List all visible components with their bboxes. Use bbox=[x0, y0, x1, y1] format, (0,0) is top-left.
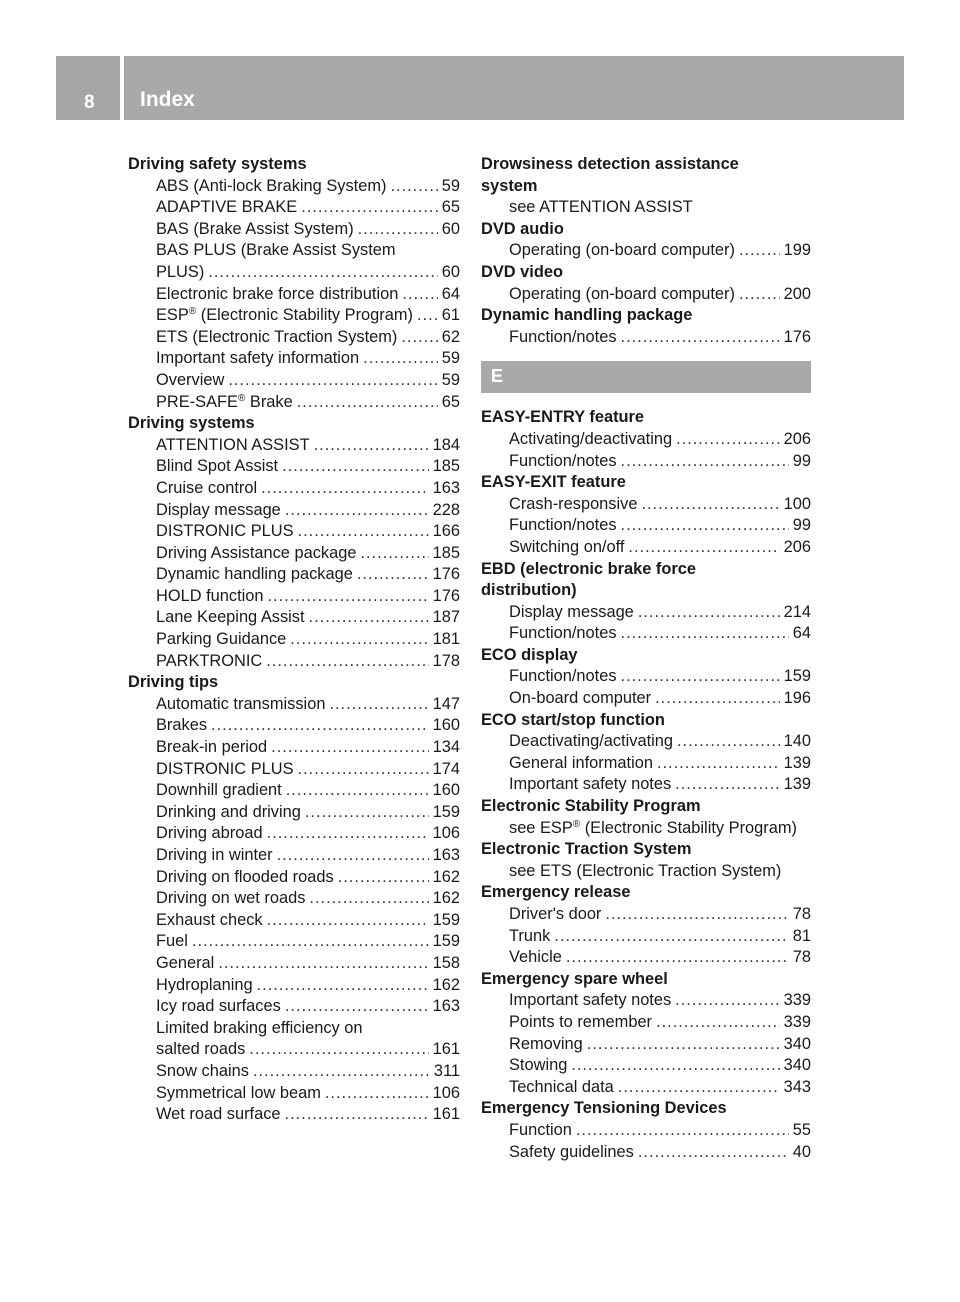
index-entry: Exhaust check ..... 159 bbox=[128, 910, 460, 932]
index-entry: On-board computer ..... 196 bbox=[481, 688, 811, 710]
index-entry: Activating/deactivating ..... 206 bbox=[481, 429, 811, 451]
index-entry: Display message ..... 228 bbox=[128, 500, 460, 522]
index-entry: Function/notes ..... 99 bbox=[481, 451, 811, 473]
index-entry: Function/notes ..... 64 bbox=[481, 623, 811, 645]
index-column-left bbox=[128, 154, 460, 1126]
index-heading: Emergency Tensioning Devices bbox=[481, 1099, 727, 1118]
index-entry: Function/notes ..... 159 bbox=[481, 666, 811, 688]
page-title: Index bbox=[140, 88, 195, 111]
index-entry: Snow chains ..... 311 bbox=[128, 1061, 460, 1083]
index-entry: Overview ..... 59 bbox=[128, 370, 460, 392]
index-entry: Important safety notes ..... 139 bbox=[481, 774, 811, 796]
index-entry: Deactivating/activating ..... 140 bbox=[481, 731, 811, 753]
index-entry: Downhill gradient ..... 160 bbox=[128, 780, 460, 802]
index-heading: Emergency spare wheel bbox=[481, 969, 668, 988]
index-entry: Drinking and driving ..... 159 bbox=[128, 802, 460, 824]
index-entry: Removing ..... 340 bbox=[481, 1034, 811, 1056]
index-entry: Function ..... 55 bbox=[481, 1120, 811, 1142]
index-entry: ADAPTIVE BRAKE ..... 65 bbox=[128, 197, 460, 219]
index-heading: EASY-EXIT feature bbox=[481, 473, 626, 492]
index-entry: PLUS) ..... 60 bbox=[128, 262, 460, 284]
index-heading: EBD (electronic brake force bbox=[481, 559, 696, 578]
index-heading: Driving systems bbox=[128, 414, 255, 433]
index-entry: Automatic transmission ..... 147 bbox=[128, 694, 460, 716]
section-letter-bar bbox=[481, 361, 811, 393]
index-heading-continued: system bbox=[481, 176, 538, 195]
index-entry: DISTRONIC PLUS ..... 174 bbox=[128, 759, 460, 781]
index-see-reference: see ESP® (Electronic Stability Program) bbox=[509, 818, 797, 837]
index-entry-continued: Limited braking efficiency on bbox=[156, 1018, 363, 1037]
index-entry: HOLD function ..... 176 bbox=[128, 586, 460, 608]
index-heading: DVD audio bbox=[481, 219, 564, 238]
index-see-reference: see ETS (Electronic Traction System) bbox=[509, 861, 782, 880]
index-entry: salted roads ..... 161 bbox=[128, 1039, 460, 1061]
index-entry: Dynamic handling package ..... 176 bbox=[128, 564, 460, 586]
page-number-box bbox=[56, 56, 124, 120]
index-entry: BAS (Brake Assist System) ..... 60 bbox=[128, 219, 460, 241]
index-entry: Driving on wet roads ..... 162 bbox=[128, 888, 460, 910]
index-heading: Electronic Stability Program bbox=[481, 797, 701, 816]
index-heading: DVD video bbox=[481, 262, 563, 281]
index-entry: Technical data ..... 343 bbox=[481, 1077, 811, 1099]
index-entry: Symmetrical low beam ..... 106 bbox=[128, 1083, 460, 1105]
index-entry: PARKTRONIC ..... 178 bbox=[128, 651, 460, 673]
index-entry: Operating (on-board computer) ..... 199 bbox=[481, 240, 811, 262]
index-entry: Important safety notes ..... 339 bbox=[481, 990, 811, 1012]
index-entry: Safety guidelines ..... 40 bbox=[481, 1142, 811, 1164]
index-entry: Driver's door ..... 78 bbox=[481, 904, 811, 926]
index-entry: Function/notes ..... 176 bbox=[481, 327, 811, 349]
index-heading: Driving safety systems bbox=[128, 155, 307, 173]
index-entry: Lane Keeping Assist ..... 187 bbox=[128, 607, 460, 629]
index-entry: Stowing ..... 340 bbox=[481, 1055, 811, 1077]
index-entry: Wet road surface ..... 161 bbox=[128, 1104, 460, 1126]
index-entry: Fuel ..... 159 bbox=[128, 931, 460, 953]
index-entry: Switching on/off ..... 206 bbox=[481, 537, 811, 559]
index-heading: ECO display bbox=[481, 645, 578, 664]
index-entry: Display message ..... 214 bbox=[481, 602, 811, 624]
index-entry: Cruise control ..... 163 bbox=[128, 478, 460, 500]
index-heading: EASY-ENTRY feature bbox=[481, 408, 645, 427]
index-entry: Crash-responsive ..... 100 bbox=[481, 494, 811, 516]
index-entry: Important safety information ..... 59 bbox=[128, 348, 460, 370]
index-entry: Driving abroad ..... 106 bbox=[128, 823, 460, 845]
index-entry: Icy road surfaces ..... 163 bbox=[128, 996, 460, 1018]
index-entry: Brakes ..... 160 bbox=[128, 715, 460, 737]
index-heading: Emergency release bbox=[481, 883, 631, 902]
index-entry: Break-in period ..... 134 bbox=[128, 737, 460, 759]
index-entry: Vehicle ..... 78 bbox=[481, 947, 811, 969]
index-entry: Driving in winter ..... 163 bbox=[128, 845, 460, 867]
index-entry: Function/notes ..... 99 bbox=[481, 515, 811, 537]
index-entry: Trunk ..... 81 bbox=[481, 926, 811, 948]
index-entry-continued: BAS PLUS (Brake Assist System bbox=[156, 241, 396, 260]
index-entry: PRE-SAFE® Brake ..... 65 bbox=[128, 392, 460, 414]
index-entry: General ..... 158 bbox=[128, 953, 460, 975]
index-entry: Points to remember ..... 339 bbox=[481, 1012, 811, 1034]
index-entry: ESP® (Electronic Stability Program) ..... 61 bbox=[128, 305, 460, 327]
index-entry: Driving on flooded roads ..... 162 bbox=[128, 867, 460, 889]
index-column-right bbox=[481, 154, 811, 1163]
index-entry: Blind Spot Assist ..... 185 bbox=[128, 456, 460, 478]
index-entry: Driving Assistance package ..... 185 bbox=[128, 543, 460, 565]
index-entry: Electronic brake force distribution ..... 64 bbox=[128, 284, 460, 306]
index-entry: Hydroplaning ..... 162 bbox=[128, 975, 460, 997]
index-heading: Electronic Traction System bbox=[481, 840, 692, 859]
index-entry: General information ..... 139 bbox=[481, 753, 811, 775]
index-heading: Drowsiness detection assistance bbox=[481, 155, 739, 173]
section-letter: E bbox=[491, 366, 504, 387]
index-entry: ETS (Electronic Traction System) ..... 62 bbox=[128, 327, 460, 349]
index-see-reference: see ATTENTION ASSIST bbox=[509, 198, 693, 217]
index-entry: ATTENTION ASSIST ..... 184 bbox=[128, 435, 460, 457]
index-entry: Operating (on-board computer) ..... 200 bbox=[481, 284, 811, 306]
index-entry: ABS (Anti-lock Braking System) ..... 59 bbox=[128, 176, 460, 198]
index-entry: DISTRONIC PLUS ..... 166 bbox=[128, 521, 460, 543]
index-entry: Parking Guidance ..... 181 bbox=[128, 629, 460, 651]
index-heading: ECO start/stop function bbox=[481, 710, 665, 729]
index-heading: Dynamic handling package bbox=[481, 306, 693, 325]
page-number: 8 bbox=[84, 92, 95, 113]
index-heading-continued: distribution) bbox=[481, 581, 577, 600]
index-heading: Driving tips bbox=[128, 673, 219, 692]
